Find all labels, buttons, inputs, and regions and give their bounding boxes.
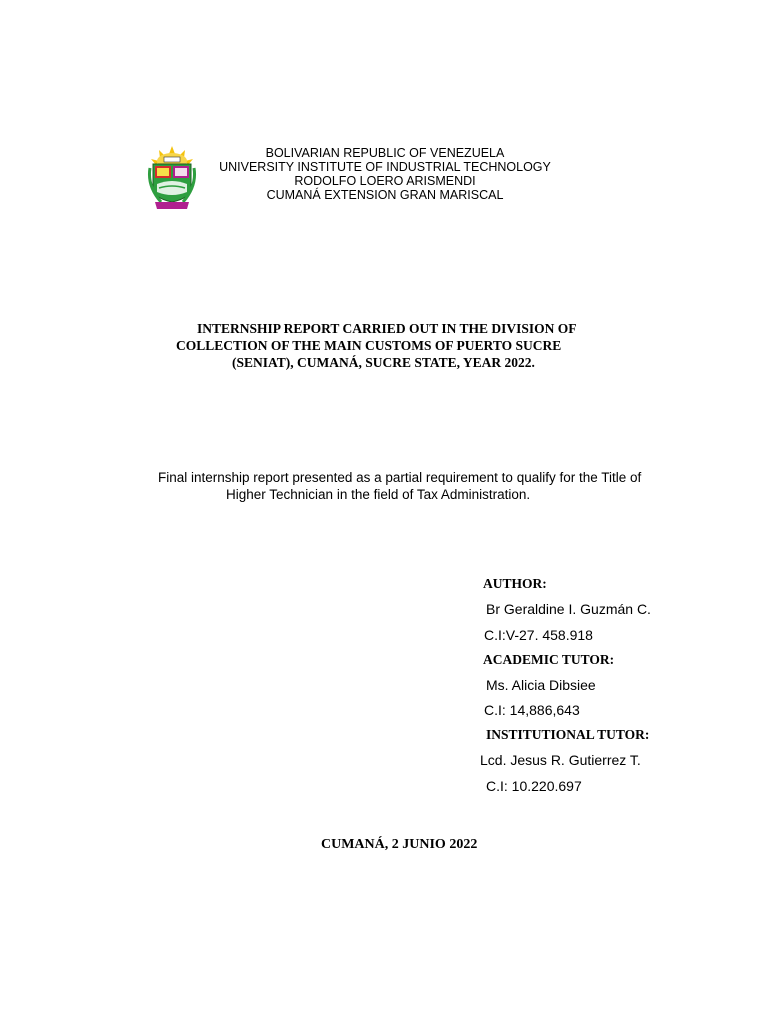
title-line-1: INTERNSHIP REPORT CARRIED OUT IN THE DIVISION OF: [197, 321, 577, 336]
institutional-tutor-name: Lcd. Jesus R. Gutierrez T.: [480, 752, 641, 768]
place-date: CUMANÁ, 2 JUNIO 2022: [321, 837, 478, 852]
author-label: AUTHOR:: [483, 576, 547, 591]
header-line-institute: UNIVERSITY INSTITUTE OF INDUSTRIAL TECHNOLOGY: [219, 160, 551, 174]
author-name: Br Geraldine I. Guzmán C.: [486, 601, 651, 617]
title-line-2: COLLECTION OF THE MAIN CUSTOMS OF PUERTO SUCRE: [176, 338, 562, 353]
description-line-2: Higher Technician in the field of Tax Administration.: [226, 487, 531, 502]
academic-tutor-label: ACADEMIC TUTOR:: [483, 652, 615, 667]
header-line-country: BOLIVARIAN REPUBLIC OF VENEZUELA: [265, 146, 505, 160]
header-line-extension: CUMANÁ EXTENSION GRAN MARISCAL: [266, 188, 504, 202]
institutional-tutor-id: C.I: 10.220.697: [486, 778, 582, 794]
university-crest-icon: [147, 146, 197, 210]
header-line-namesake: RODOLFO LOERO ARISMENDI: [294, 174, 476, 188]
title-line-3: (SENIAT), CUMANÁ, SUCRE STATE, YEAR 2022.: [232, 355, 535, 370]
institutional-tutor-label: INSTITUTIONAL TUTOR:: [486, 727, 650, 742]
academic-tutor-id: C.I: 14,886,643: [484, 702, 580, 718]
academic-tutor-name: Ms. Alicia Dibsiee: [486, 677, 596, 693]
author-id: C.I:V-27. 458.918: [484, 627, 593, 643]
description-line-1: Final internship report presented as a partial requirement to qualify for the Title of: [158, 470, 642, 485]
